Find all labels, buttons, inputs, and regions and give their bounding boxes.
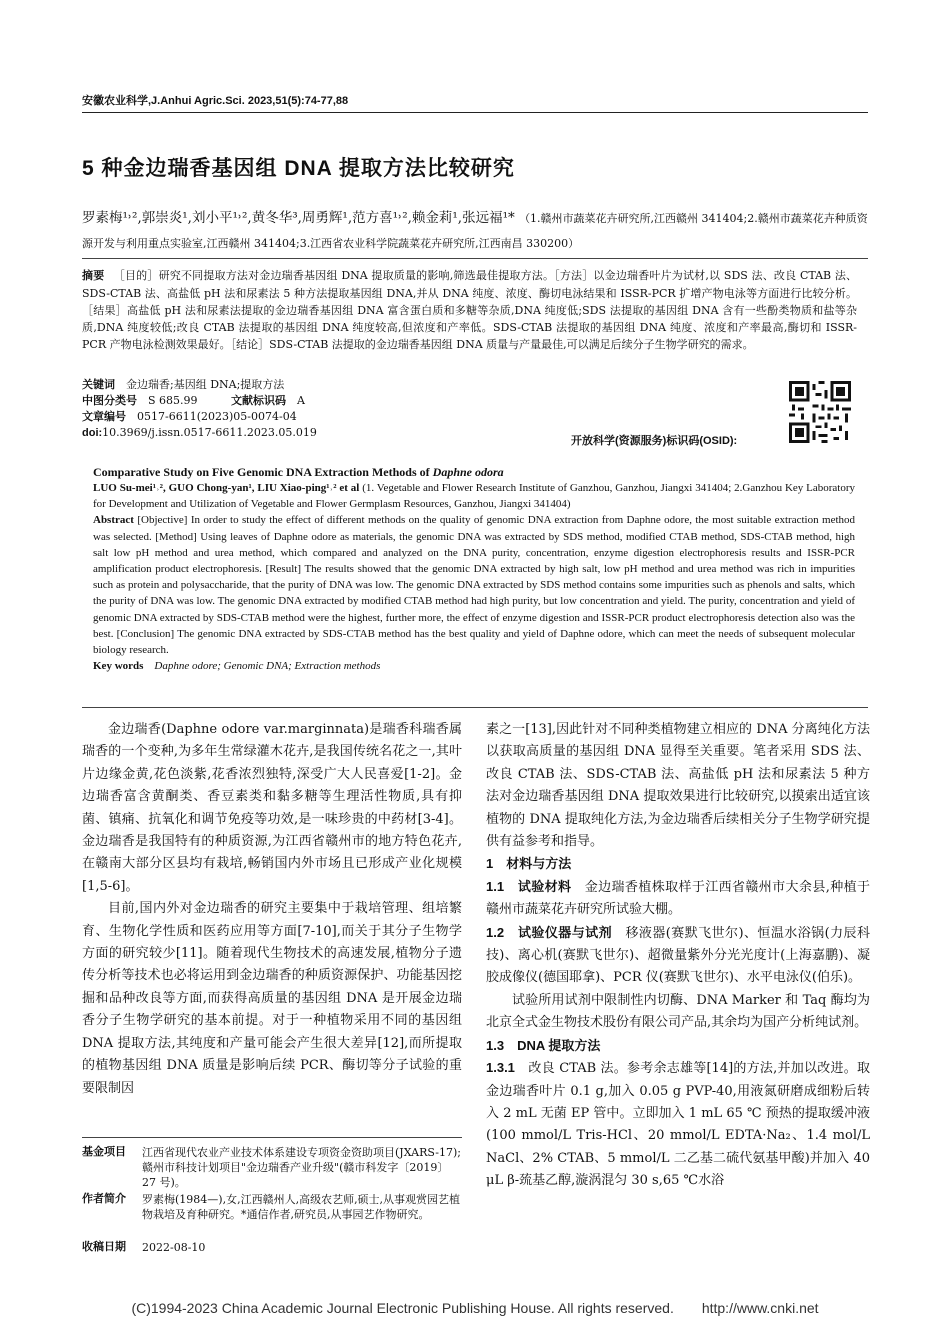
journal-header: 安徽农业科学,J.Anhui Agric.Sci. 2023,51(5):74-77,88 — [82, 95, 349, 107]
subsection-1-2 — [486, 922, 870, 990]
english-title-species: Daphne odora — [432, 465, 504, 479]
body-paragraph: 试验所用试剂中限制性内切酶、DNA Marker 和 Taq 酶均为北京全式金生物技术股份有限公司产品,其余均为国产分析纯试剂。 — [486, 992, 870, 1031]
english-abstract-text: [Objective] In order to study the effect of different methods on the quality of genomic DNA extraction from Daphne odore, the most suitable extraction method was selected. [Method] Using leaves of Daphne odore as materials, the genomic DNA was extracted by SDS method, modified CTAB method, SDS-CTAB method, high salt low pH method and urea method, which compared and analyzed on the DNA purity, concentration, enzyme digestion electrophoresis results and ISSR-PCR amplification product electrophoresis. [Result] The results showed that the genomic DNA extracted by high salt, low pH method and urea method was rich in impurities such as protein and polysaccharide, that the purity of DNA was low. The genomic DNA extracted by SDS method contains some impurities such as phenols and salts, which the purity of DNA was low. The genomic DNA extracted by modified CTAB method had high purity, but low concentration and yield. The purity, concentration and yield of genomic DNA extracted by SDS-CTAB method were the highest, further more, the effect of enzyme digestion and ISSR-PCR product electrophoresis detection also was the best. [Conclusion] The genomic DNA extracted by SDS-CTAB method has the best quality and yield of Daphne odore, which can meet the needs of subsequent molecular biology research. — [93, 514, 856, 657]
doi-line[interactable] — [82, 425, 317, 441]
subsection-text: 改良 CTAB 法。参考余志雄等[14]的方法,并加以改进。取金边瑞香叶片 0.1 g,加入 0.05 g PVP-40,用液氮研磨成细粉后转入 2 mL 无菌 EP 管中。立即加入 1 mL 65 ℃ 预热的提取缓冲液(100 mmol/L Tris-HCl、20 mmol/L EDTA·Na₂、1.4 mol/L NaCl、2% CTAB、5 mmol/L 二乙基二硫代氨基甲酸)并加入 40 μL β-巯基乙醇,漩涡混匀 30 s,65 ℃水浴 — [486, 1061, 870, 1189]
article-number-line — [82, 409, 297, 425]
authors-block — [82, 206, 872, 256]
article-no-label: 文章编号 — [82, 411, 126, 423]
english-title — [93, 465, 504, 480]
fund-label: 基金项目 — [82, 1146, 126, 1158]
header-rule — [82, 112, 868, 113]
english-abstract-block — [93, 480, 855, 674]
doi-value[interactable]: 10.3969/j.issn.0517-6611.2023.05.019 — [102, 426, 317, 439]
english-title-text: Comparative Study on Five Genomic DNA Extraction Methods of — [93, 465, 433, 479]
subsection-label: 1.1 试验材料 — [486, 878, 572, 894]
chinese-abstract — [82, 267, 857, 353]
keywords-line — [82, 377, 284, 393]
abstract-label: 摘要 — [82, 270, 105, 282]
subsection-heading-1-3: 1.3 DNA 提取方法 — [486, 1037, 601, 1053]
footnote-received — [82, 1240, 466, 1255]
subsection-label: 1.3.1 — [486, 1060, 515, 1076]
english-keywords: Daphne odore; Genomic DNA; Extraction methods — [154, 660, 381, 673]
doccode-value: A — [297, 394, 305, 407]
classification-line — [82, 393, 305, 409]
qr-code-icon[interactable] — [789, 381, 851, 443]
body-left-column — [82, 719, 462, 1100]
paper-title: 5 种金边瑞香基因组 DNA 提取方法比较研究 — [82, 157, 515, 180]
abstract-text: ［目的］研究不同提取方法对金边瑞香基因组 DNA 提取质量的影响,筛选最佳提取方法。［方法］以金边瑞香叶片为试材,以 SDS 法、改良 CTAB 法、SDS-CTAB 法、高盐低 pH 法和尿素法 5 种方法提取基因组 DNA,并从 DNA 纯度、浓度、酶切电泳结果和 ISSR-PCR 扩增产物电泳等方面进行比较分析。［结果］高盐低 pH 法和尿素法提取的金边瑞香基因组 DNA 富含蛋白质和多糖等杂质,DNA 纯度低;SDS 法提取的基因组 DNA 含有一些酚类物质和盐等杂质,DNA 纯度较低;改良 CTAB 法提取的基因组 DNA 纯度较高,但浓度和产率低。SDS-CTAB 法提取的基因组 DNA 纯度、浓度和产率最高,酶切和 ISSR-PCR 产物电泳检测效果最好。［结论］SDS-CTAB 法提取的金边瑞香基因组 DNA 质量与产量最佳,可以满足后续分子生物学研究的需求。 — [82, 269, 858, 351]
author-bio-label: 作者简介 — [82, 1193, 126, 1205]
body-paragraph: 金边瑞香(Daphne odore var.marginnata)是瑞香科瑞香属瑞香的一个变种,为多年生常绿灌木花卉,是我国传统名花之一,其叶片边缘金黄,花色淡紫,花香浓烈独特,深受广大人民喜爱[1-2]。金边瑞香富含黄酮类、香豆素类和黏多糖等生理活性物质,具有抑菌、镇痛、抗氧化和调节免疫等功效,是一味珍贵的中药材[3-4]。金边瑞香是我国特有的种质资源,为江西省赣州市的地方特色花卉,在赣南大部分区县均有栽培,畅销国内外市场且已形成产业化规模[1,5-6]。 — [82, 722, 462, 894]
author-names: 罗素梅¹˒²,郭崇炎¹,刘小平¹˒²,黄冬华³,周勇辉¹,范方喜¹˒²,赖金莉¹,张远福¹* — [82, 210, 515, 226]
subsection-1-3-1 — [486, 1057, 870, 1192]
article-no-value: 0517-6611(2023)05-0074-04 — [137, 410, 297, 423]
english-keywords-label: Key words — [93, 660, 144, 673]
keywords: 金边瑞香;基因组 DNA;提取方法 — [126, 378, 285, 391]
subsection-label: 1.2 试验仪器与试剂 — [486, 924, 613, 940]
english-abstract-label: Abstract — [93, 514, 134, 527]
doccode-label: 文献标识码 — [231, 395, 287, 407]
clc-value: S 685.99 — [148, 394, 198, 407]
doi-label: doi: — [82, 427, 103, 439]
body-paragraph: 素之一[13],因此针对不同种类植物建立相应的 DNA 分离纯化方法以获取高质量的基因组 DNA 显得至关重要。笔者采用 SDS 法、改良 CTAB 法、SDS-CTAB 法、高盐低 pH 法和尿素法 5 种方法对金边瑞香基因组 DNA 提取效果进行比较研究,以摸索出适宜该植物的 DNA 提取纯化方法,为金边瑞香后续相关分子生物学研究提供有益参考和指导。 — [486, 722, 870, 850]
footnote-fund — [82, 1145, 466, 1190]
affiliations: （1.赣州市蔬菜花卉研究所,江西赣州 341404;2.赣州市蔬菜花卉种质资源开发与利用重点实验室,江西赣州 341404;3.江西省农业科学院蔬菜花卉研究所,江西南昌 330200） — [82, 212, 868, 250]
abstract-rule — [82, 258, 868, 259]
author-bio-text: 罗素梅(1984—),女,江西赣州人,高级农艺师,硕士,从事观赏园艺植物栽培及育种研究。*通信作者,研究员,从事园艺作物研究。 — [142, 1193, 461, 1221]
clc-label: 中图分类号 — [82, 395, 137, 407]
subsection-text: 移液器(赛默飞世尔)、恒温水浴锅(力辰科技)、离心机(赛默飞世尔)、超微量紫外分光光度计(上海嘉鹏)、凝胶成像仪(德国耶拿)、PCR 仪(赛默飞世尔)、水平电泳仪(伯乐)。 — [486, 925, 870, 986]
footnote-rule — [82, 1137, 462, 1138]
subsection-text: 金边瑞香植株取样于江西省赣州市大余县,种植于赣州市蔬菜花卉研究所试验大棚。 — [486, 879, 870, 918]
section-heading: 1 材料与方法 — [486, 856, 572, 872]
osid-label: 开放科学(资源服务)标识码(OSID): — [571, 435, 738, 447]
english-authors: LUO Su-mei¹˒², GUO Chong-yan¹, LIU Xiao-ping¹˒² et al — [93, 482, 360, 494]
section-rule — [82, 707, 868, 708]
body-right-column — [486, 719, 870, 1193]
body-paragraph: 目前,国内外对金边瑞香的研究主要集中于栽培管理、组培繁育、生物化学性质和医药应用等方面[7-10],而关于其分子生物学方面的研究较少[11]。随着现代生物技术的高速发展,植物分子遗传分析等技术也必将运用到金边瑞香的种质资源保护、功能基因挖掘和品种改良等方面,而获得高质量的基因组 DNA 是开展金边瑞香分子生物学研究的基本前提。对于一种植物采用不同的基因组 DNA 提取方法,其纯度和产量可能会产生很大差异[12],而所提取的植物基因组 DNA 质量是影响后续 PCR、酶切等分子试验的重要限制因 — [82, 901, 462, 1096]
subsection-1-1 — [486, 876, 870, 922]
footnote-author — [82, 1192, 466, 1222]
english-affiliation: (1. Vegetable and Flower Research Institute of Ganzhou, Ganzhou, Jiangxi 341404; 2.Ganzhou Key Laboratory for Development and Utilization of Vegetable and Flower Germplasm Resources, Ganzhou, Jiangxi 341404) — [93, 482, 855, 511]
fund-text: 江西省现代农业产业技术体系建设专项资金资助项目(JXARS-17);赣州市科技计划项目"金边瑞香产业升级"(赣市科发字〔2019〕27 号)。 — [142, 1146, 462, 1189]
received-label: 收稿日期 — [82, 1241, 126, 1253]
copyright-footer: (C)1994-2023 China Academic Journal Electronic Publishing House. All rights reserved. http://www.cnki.net — [131, 1300, 819, 1316]
keywords-label: 关键词 — [82, 379, 115, 391]
received-date: 2022-08-10 — [142, 1241, 206, 1254]
